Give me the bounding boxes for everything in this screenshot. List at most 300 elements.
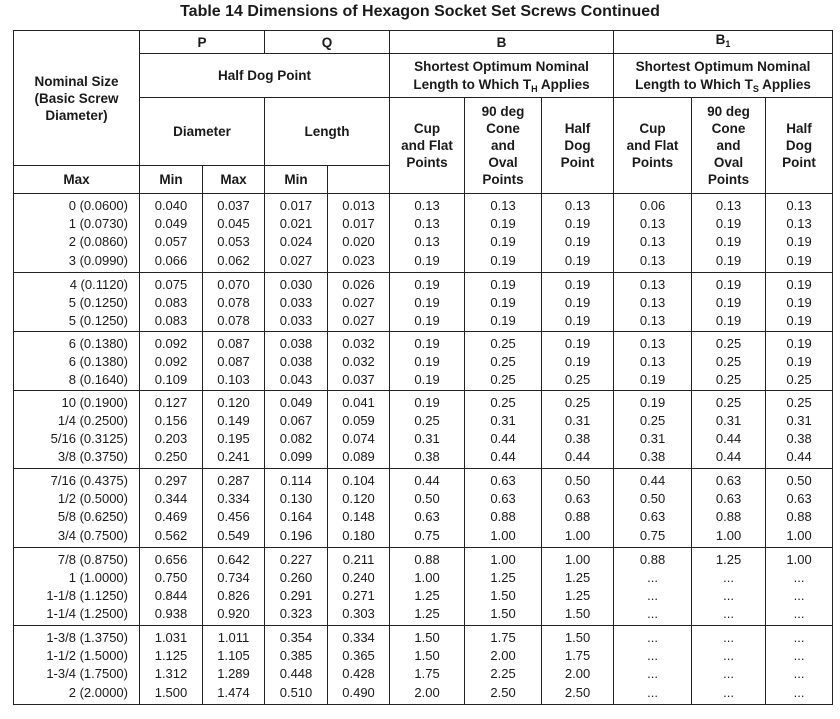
table-cell-value: 1.00 <box>786 527 812 543</box>
table-cell-value: 1.50 <box>564 630 591 645</box>
table-cell-value: 1.011 <box>217 630 250 645</box>
q-min-cell <box>328 194 390 273</box>
table-cell-value: 0.31 <box>490 412 516 428</box>
table-cell-value: 0.844 <box>154 587 188 603</box>
q-max-cell <box>265 331 328 390</box>
table-cell-value: 0.19 <box>715 312 742 328</box>
table-cell-value: 0.037 <box>217 198 250 213</box>
table-cell-value: 1.50 <box>414 648 440 664</box>
table-cell-value: 0.323 <box>279 606 313 622</box>
table-cell-value: 0.027 <box>342 312 375 328</box>
table-cell-value: 0.63 <box>490 491 516 507</box>
b1-half-dog-cell <box>766 272 833 331</box>
table-cell-value: 0.156 <box>154 412 188 428</box>
table-cell-value: 0.456 <box>217 509 250 525</box>
b1-cup-flat-cell <box>614 626 692 705</box>
table-cell-value: 0.19 <box>564 216 591 232</box>
b1-cone-oval-cell <box>692 626 766 705</box>
table-cell-value: 0.88 <box>786 509 812 525</box>
table-cell-value: 0.13 <box>639 216 666 232</box>
table-cell-value: 0.109 <box>154 371 188 387</box>
table-cell-value: 0.19 <box>490 312 516 328</box>
table-cell-value: 1.50 <box>564 606 591 622</box>
table-cell-value: 0.385 <box>279 648 313 664</box>
p-header: P <box>140 31 265 54</box>
table-cell-value: 0.13 <box>639 294 666 310</box>
table-cell-value: 0.13 <box>786 216 812 232</box>
table-cell-value: 0.44 <box>786 449 812 465</box>
b1-cup-flat-cell <box>614 194 692 273</box>
table-cell-value: 0.074 <box>342 430 375 446</box>
table-cell-value: 0.25 <box>715 394 742 410</box>
table-cell-value: 1.75 <box>490 630 516 645</box>
table-cell-value: ... <box>793 587 805 603</box>
nominal-size-header: Nominal Size (Basic Screw Diameter) <box>14 31 140 166</box>
table-cell-value: 0.082 <box>279 430 313 446</box>
table-cell-value: 0.428 <box>342 666 375 682</box>
table-cell-value: 0.13 <box>414 198 440 213</box>
table-cell-value: 0.164 <box>279 509 313 525</box>
q-min-cell <box>328 272 390 331</box>
b-cup-flat-cell <box>390 194 465 273</box>
table-cell-value: 0.203 <box>154 430 188 446</box>
b1-cone-oval-cell <box>692 194 766 273</box>
table-cell-value: ... <box>793 666 805 682</box>
table-cell-value: ... <box>647 648 658 664</box>
table-cell-value: 0.196 <box>279 527 313 543</box>
table-cell-value: 0.13 <box>639 353 666 369</box>
b1-half-dog-cell <box>766 547 833 626</box>
q-max-cell <box>265 547 328 626</box>
table-cell-value: 0.227 <box>279 551 313 567</box>
b-cone-oval-cell <box>465 469 542 548</box>
table-cell-value: 0.026 <box>342 276 375 292</box>
table-cell-value: 0.089 <box>342 449 375 465</box>
b-cup-flat-cell <box>390 272 465 331</box>
table-cell-value: 0.63 <box>715 473 742 488</box>
b1-half-dog-cell <box>766 331 833 390</box>
table-cell-value: 0.63 <box>564 491 591 507</box>
table-cell-value: ... <box>723 684 734 700</box>
table-cell-value: 0.19 <box>564 276 591 292</box>
table-cell-value: 5/16 (0.3125) <box>50 430 128 446</box>
table-cell-value: 0.938 <box>154 606 188 622</box>
table-cell-value: 0.19 <box>786 335 812 351</box>
table-cell-value: 0.50 <box>786 473 812 488</box>
table-cell-value: 0.19 <box>414 335 440 351</box>
table-cell-value: 0.469 <box>154 509 188 525</box>
table-cell-value: 1.00 <box>414 569 440 585</box>
table-cell-value: ... <box>793 630 805 645</box>
p-min-cell <box>203 331 265 390</box>
table-row-group <box>14 390 833 469</box>
q-min-cell <box>328 331 390 390</box>
table-cell-value: 0.13 <box>639 312 666 328</box>
table-cell-value: 1.125 <box>154 648 188 664</box>
table-cell-value: 0.240 <box>342 569 375 585</box>
table-cell-value: 0.045 <box>217 216 250 232</box>
table-cell-value: 0.13 <box>786 198 812 213</box>
table-cell-value: ... <box>647 569 658 585</box>
table-cell-value: 0.19 <box>715 234 742 250</box>
table-cell-value: 0.149 <box>217 412 250 428</box>
table-cell-value: 0.13 <box>639 234 666 250</box>
table-cell-value: 0.067 <box>279 412 313 428</box>
table-cell-value: 1.25 <box>715 551 742 567</box>
table-cell-value: 2 (2.0000) <box>68 684 128 700</box>
table-cell-value: ... <box>723 606 734 622</box>
b-cup-flat-cell <box>390 469 465 548</box>
b-half-dog-cell <box>542 547 614 626</box>
b-header: B <box>390 31 614 54</box>
table-cell-value: 0.19 <box>564 312 591 328</box>
nominal-size-cell <box>14 331 140 390</box>
table-cell-value: 0.130 <box>279 491 313 507</box>
table-cell-value: 0.50 <box>564 473 591 488</box>
table-cell-value: 0.19 <box>490 276 516 292</box>
table-row-group <box>14 272 833 331</box>
p-min-cell <box>203 390 265 469</box>
table-cell-value: 0.19 <box>564 353 591 369</box>
table-cell-value: 0.211 <box>342 551 375 567</box>
table-cell-value: 0.44 <box>715 449 742 465</box>
table-cell-value: 0.023 <box>342 252 375 268</box>
table-cell-value: ... <box>647 684 658 700</box>
table-cell-value: 0.287 <box>217 473 250 488</box>
table-cell-value: 0.017 <box>279 198 313 213</box>
table-cell-value: 1.105 <box>217 648 250 664</box>
diameter-header: Diameter <box>140 98 265 166</box>
b1-half-dog-cell <box>766 626 833 705</box>
table-cell-value: 0.63 <box>786 491 812 507</box>
table-cell-value: 0.88 <box>715 509 742 525</box>
b1-half-dog-cell <box>766 390 833 469</box>
table-cell-value: 0.25 <box>786 371 812 387</box>
table-cell-value: 1-1/8 (1.1250) <box>46 587 128 603</box>
table-cell-value: 0.656 <box>154 551 188 567</box>
b1-cup-flat-header: Cup and Flat Points <box>614 98 692 194</box>
table-cell-value: 0.50 <box>414 491 440 507</box>
table-cell-value: 6 (0.1380) <box>68 335 128 351</box>
table-cell-value: 1.031 <box>154 630 188 645</box>
table-cell-value: 0.31 <box>639 430 666 446</box>
table-cell-value: 0.44 <box>715 430 742 446</box>
table-cell-value: 1.474 <box>217 684 250 700</box>
table-cell-value: 0.44 <box>564 449 591 465</box>
table-cell-value: 7/8 (0.8750) <box>57 551 128 567</box>
b1-cone-oval-cell <box>692 469 766 548</box>
table-cell-value: 0.120 <box>217 394 250 410</box>
table-cell-value: 0.31 <box>564 412 591 428</box>
b-half-dog-cell <box>542 194 614 273</box>
p-max-header: Max <box>14 166 140 194</box>
table-cell-value: 0.087 <box>217 335 250 351</box>
b1-cup-flat-cell <box>614 469 692 548</box>
table-cell-value: 0.75 <box>639 527 666 543</box>
table-cell-value: 0.092 <box>154 353 188 369</box>
q-max-cell <box>265 194 328 273</box>
b-half-dog-cell <box>542 390 614 469</box>
table-cell-value: ... <box>723 569 734 585</box>
table-row-group <box>14 626 833 705</box>
table-cell-value: 0.88 <box>564 509 591 525</box>
nominal-size-cell <box>14 469 140 548</box>
table-cell-value: 0.041 <box>342 394 375 410</box>
table-cell-value: 0.31 <box>715 412 742 428</box>
b-cup-flat-cell <box>390 547 465 626</box>
table-cell-value: 0.19 <box>786 234 812 250</box>
table-cell-value: ... <box>793 606 805 622</box>
table-cell-value: ... <box>723 587 734 603</box>
table-cell-value: 8 (0.1640) <box>68 371 128 387</box>
table-cell-value: 0.448 <box>279 666 313 682</box>
table-cell-value: 0.354 <box>279 630 313 645</box>
table-cell-value: 0.195 <box>217 430 250 446</box>
table-cell-value: 0.750 <box>154 569 188 585</box>
table-cell-value: 0.033 <box>279 294 313 310</box>
table-cell-value: 0.033 <box>279 312 313 328</box>
table-cell-value: 0.63 <box>414 509 440 525</box>
shortest-ts-header: Shortest Optimum Nominal Length to Which $T_S$ Applies <box>614 54 833 98</box>
b1-half-dog-cell <box>766 469 833 548</box>
table-cell-value: 1.50 <box>414 630 440 645</box>
table-cell-value: 0.25 <box>490 371 516 387</box>
table-cell-value: 0.19 <box>715 294 742 310</box>
table-cell-value: ... <box>793 684 805 700</box>
table-cell-value: 0.291 <box>279 587 313 603</box>
q-header: Q <box>265 31 390 54</box>
q-max-cell <box>265 390 328 469</box>
table-cell-value: 0.038 <box>279 335 313 351</box>
table-cell-value: 0.19 <box>414 394 440 410</box>
table-cell-value: 1.500 <box>154 684 188 700</box>
table-cell-value: 0.087 <box>217 353 250 369</box>
table-cell-value: 0.19 <box>490 252 516 268</box>
q-min-header: Min <box>265 166 328 194</box>
table-cell-value: 0.19 <box>715 216 742 232</box>
nominal-size-cell <box>14 390 140 469</box>
b-half-dog-cell <box>542 331 614 390</box>
nominal-size-cell <box>14 547 140 626</box>
table-cell-value: ... <box>647 666 658 682</box>
table-cell-value: 0.297 <box>154 473 188 488</box>
b-cone-oval-cell <box>465 547 542 626</box>
table-cell-value: 0.19 <box>564 335 591 351</box>
table-cell-value: 0.38 <box>414 449 440 465</box>
table-cell-value: 2.50 <box>564 684 591 700</box>
table-cell-value: 1-1/4 (1.2500) <box>46 606 128 622</box>
p-max-cell <box>140 194 203 273</box>
b1-cone-oval-header: 90 deg Cone and Oval Points <box>692 98 766 194</box>
table-cell-value: 0.13 <box>414 216 440 232</box>
b-half-dog-cell <box>542 626 614 705</box>
table-cell-value: 0.037 <box>342 371 375 387</box>
q-min-cell <box>328 547 390 626</box>
table-cell-value: 6 (0.1380) <box>68 353 128 369</box>
table-cell-value: 0.032 <box>342 353 375 369</box>
table-title: Table 14 Dimensions of Hexagon Socket Set Screws Continued <box>180 3 660 20</box>
table-cell-value: 0.104 <box>342 473 375 488</box>
table-cell-value: 5 (0.1250) <box>68 294 128 310</box>
length-header: Length <box>265 98 390 166</box>
table-cell-value: 1.25 <box>564 569 591 585</box>
table-cell-value: ... <box>723 648 734 664</box>
table-cell-value: 0.549 <box>217 527 250 543</box>
table-cell-value: 0.25 <box>414 412 440 428</box>
table-cell-value: 0.120 <box>342 491 375 507</box>
p-min-cell <box>203 272 265 331</box>
b-half-dog-cell <box>542 272 614 331</box>
b1-cone-oval-cell <box>692 390 766 469</box>
table-cell-value: 0.19 <box>715 252 742 268</box>
table-row-group <box>14 547 833 626</box>
table-cell-value: 0.44 <box>414 473 440 488</box>
b1-cone-oval-cell <box>692 331 766 390</box>
table-cell-value: 0.19 <box>490 234 516 250</box>
table-cell-value: 0.19 <box>564 234 591 250</box>
table-cell-value: 0.250 <box>154 449 188 465</box>
table-cell-value: 1.75 <box>414 666 440 682</box>
b-cone-oval-cell <box>465 331 542 390</box>
q-max-cell <box>265 626 328 705</box>
table-cell-value: 0.88 <box>414 551 440 567</box>
table-cell-value: 0.06 <box>639 198 666 213</box>
table-cell-value: 0.066 <box>154 252 188 268</box>
b1-cone-oval-cell <box>692 272 766 331</box>
table-cell-value: 1 (0.0730) <box>68 216 128 232</box>
table-cell-value: 0.099 <box>279 449 313 465</box>
table-cell-value: 0.31 <box>414 430 440 446</box>
table-cell-value: 0.19 <box>786 353 812 369</box>
p-max-cell <box>140 331 203 390</box>
table-cell-value: 0.25 <box>715 335 742 351</box>
table-cell-value: 0.13 <box>715 198 742 213</box>
table-cell-value: 0.049 <box>154 216 188 232</box>
q-min-cell <box>328 626 390 705</box>
b-cone-oval-cell <box>465 272 542 331</box>
table-cell-value: 1.25 <box>414 606 440 622</box>
table-cell-value: 0.059 <box>342 412 375 428</box>
table-cell-value: 0.510 <box>279 684 313 700</box>
table-cell-value: 1.25 <box>564 587 591 603</box>
half-dog-point-header: Half Dog Point <box>140 54 390 98</box>
table-cell-value: 0.049 <box>279 394 313 410</box>
table-cell-value: 2 (0.0860) <box>68 234 128 250</box>
q-max-cell <box>265 469 328 548</box>
table-cell-value: ... <box>723 630 734 645</box>
table-cell-value: 0.19 <box>639 394 666 410</box>
table-cell-value: 1.00 <box>564 551 591 567</box>
table-cell-value: 0.303 <box>342 606 375 622</box>
table-cell-value: 0.19 <box>414 353 440 369</box>
table-cell-value: 0.63 <box>639 509 666 525</box>
table-cell-value: 1.312 <box>154 666 188 682</box>
b-cone-oval-cell <box>465 390 542 469</box>
table-cell-value: 0.053 <box>217 234 250 250</box>
table-cell-value: 1.289 <box>217 666 250 682</box>
table-cell-value: 0.25 <box>715 371 742 387</box>
table-cell-value: 0.562 <box>154 527 188 543</box>
b1-cone-oval-cell <box>692 547 766 626</box>
b-cone-oval-cell <box>465 194 542 273</box>
table-cell-value: 0.88 <box>490 509 516 525</box>
table-cell-value: 2.25 <box>490 666 516 682</box>
table-cell-value: 5/8 (0.6250) <box>57 509 128 525</box>
table-cell-value: 0.25 <box>490 335 516 351</box>
table-cell-value: 0.38 <box>564 430 591 446</box>
table-cell-value: 0.013 <box>342 198 375 213</box>
table-cell-value: 0.63 <box>490 473 516 488</box>
table-cell-value: 0.642 <box>217 551 250 567</box>
table-body <box>14 194 833 705</box>
table-cell-value: 0.920 <box>217 606 250 622</box>
table-cell-value: 0.44 <box>639 473 666 488</box>
table-row-group <box>14 469 833 548</box>
table-cell-value: 0.38 <box>639 449 666 465</box>
table-cell-value: 0.19 <box>414 252 440 268</box>
table-cell-value: 0.19 <box>414 371 440 387</box>
table-cell-value: 0.19 <box>715 276 742 292</box>
table-cell-value: 0.19 <box>490 216 516 232</box>
table-cell-value: ... <box>647 587 658 603</box>
table-cell-value: 0.19 <box>414 276 440 292</box>
table-cell-value: 0.25 <box>564 371 591 387</box>
p-min-cell <box>203 547 265 626</box>
table-cell-value: 0.180 <box>342 527 375 543</box>
table-cell-value: 0.19 <box>490 294 516 310</box>
b1-half-dog-cell <box>766 194 833 273</box>
table-cell-value: 3/4 (0.7500) <box>57 527 128 543</box>
p-max-cell <box>140 547 203 626</box>
table-cell-value: 1.50 <box>490 587 516 603</box>
table-cell-value: 1/4 (0.2500) <box>57 412 128 428</box>
nominal-size-cell <box>14 626 140 705</box>
table-cell-value: 0.19 <box>564 252 591 268</box>
table-cell-value: 0.075 <box>154 276 188 292</box>
table-cell-value: 0 (0.0600) <box>68 198 128 213</box>
table-cell-value: 1.00 <box>490 527 516 543</box>
p-max-cell <box>140 272 203 331</box>
table-cell-value: 1.25 <box>414 587 440 603</box>
q-max-header: Max <box>203 166 265 194</box>
table-cell-value: 1-3/4 (1.7500) <box>46 666 128 682</box>
table-cell-value: 0.260 <box>279 569 313 585</box>
table-cell-value: 0.103 <box>217 371 250 387</box>
table-cell-value: ... <box>647 606 658 622</box>
b-half-dog-cell <box>542 469 614 548</box>
table-cell-value: 0.25 <box>490 353 516 369</box>
table-cell-value: 0.027 <box>342 294 375 310</box>
table-cell-value: 10 (0.1900) <box>61 394 128 410</box>
table-cell-value: 0.19 <box>786 312 812 328</box>
table-cell-value: ... <box>723 666 734 682</box>
table-cell-value: 0.020 <box>342 234 375 250</box>
table-cell-value: 1.25 <box>490 569 516 585</box>
table-cell-value: 0.75 <box>414 527 440 543</box>
table-cell-value: 0.88 <box>639 551 666 567</box>
table-cell-value: 0.334 <box>342 630 375 645</box>
table-cell-value: 0.241 <box>217 449 250 465</box>
table-cell-value: 0.13 <box>639 335 666 351</box>
table-cell-value: 1-1/2 (1.5000) <box>46 648 128 664</box>
table-cell-value: 0.19 <box>564 294 591 310</box>
nominal-size-cell <box>14 194 140 273</box>
table-cell-value: 0.083 <box>154 312 188 328</box>
b1-cup-flat-cell <box>614 390 692 469</box>
table-cell-value: 1.00 <box>490 551 516 567</box>
table-cell-value: 0.44 <box>490 449 516 465</box>
shortest-th-header: Shortest Optimum Nominal Length to Which $T_H$ Applies <box>390 54 614 98</box>
